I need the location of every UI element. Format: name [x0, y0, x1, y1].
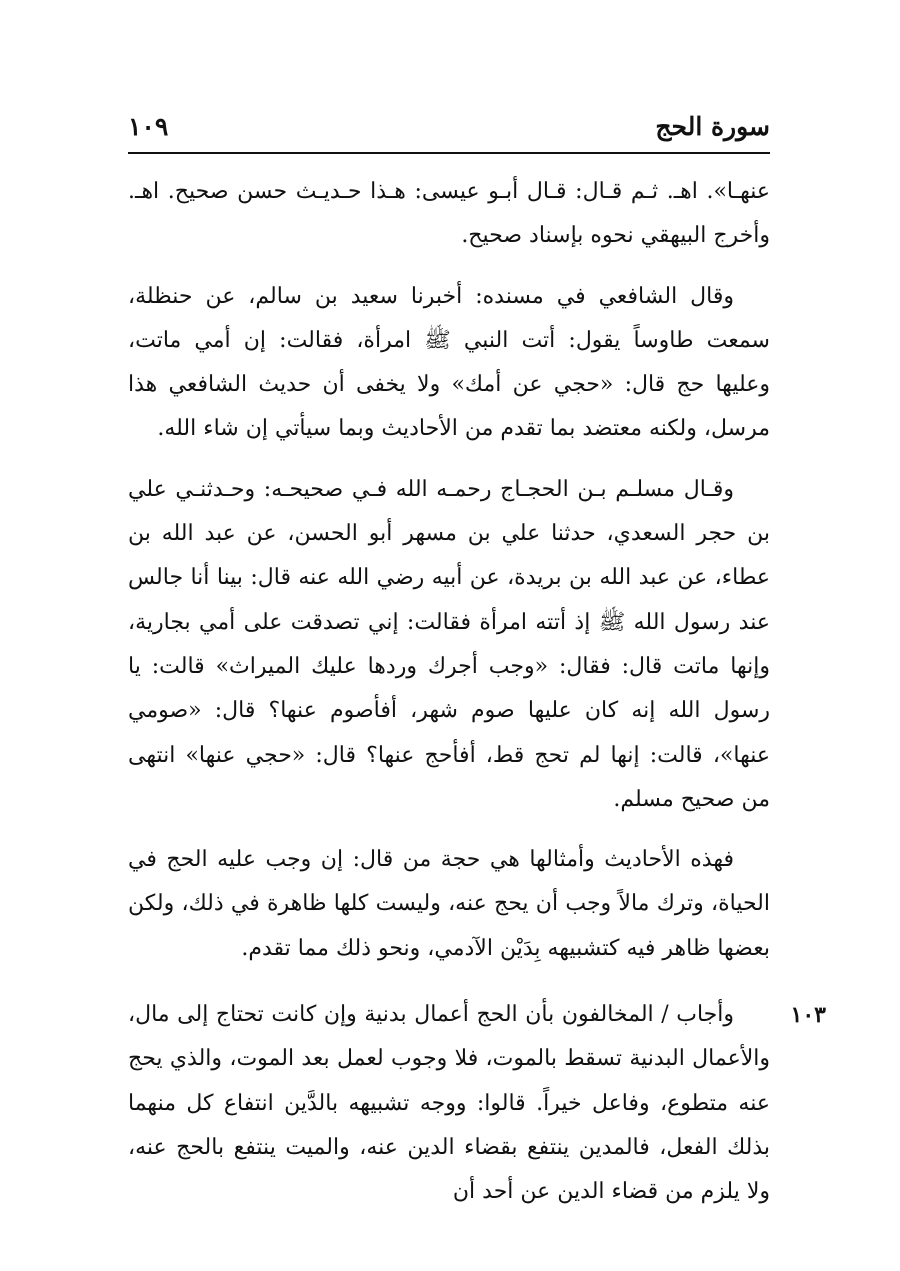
paragraph-2: وقال الشافعي في مسنده: أخبرنا سعيد بن سالم، عن حنظلة، سمعت طاوساً يقول: أتت النبي ﷺ امرأة، فقالت: إن أمي ماتت، وعليها حج قال: «حجي عن أمك» ولا يخفى أن حديث الشافعي هذا مرسل، ولكنه معتضد بما تقدم من الأحاديث وبما سيأتي إن شاء الله.: [128, 283, 771, 442]
header-divider: [128, 152, 770, 154]
margin-page-reference: ١٠٣: [790, 1002, 826, 1029]
paragraph-5-wrapper: [128, 993, 826, 1214]
page-header: [128, 108, 770, 150]
paragraph-4: فهذه الأحاديث وأمثالها هي حجة من قال: إن وجب عليه الحج في الحياة، وترك مالاً وجب أن يحج عنه، وليست كلها ظاهرة في ذلك، ولكن بعضها ظاهر فيه كتشبيهه بِدَيْن الآدمي، ونحو ذلك مما تقدم.: [128, 847, 770, 961]
paragraph-5: وأجاب / المخالفون بأن الحج أعمال بدنية وإن كانت تحتاج إلى مال، والأعمال البدنية تسقط بالموت، فلا وجوب لعمل بعد الموت، والذي يحج عنه متطوع، وفاعل خيراً. قالوا: ووجه تشبيهه بالدَّين انتفاع كل منهما بذلك الفعل، فالمدين ينتفع بقضاء الدين عنه، والميت ينتفع بالحج عنه، ولا يلزم من قضاء الدين عن أحد أن: [128, 1002, 770, 1205]
paragraph-1: عنهـا». اهـ. ثـم قـال: قـال أبـو عيسى: هـذا حـديـث حسن صحيح. اهـ. وأخرج البيهقي نحوه بإسناد صحيح.: [128, 179, 770, 249]
surah-title: سورة الحج: [655, 112, 770, 141]
page-body: [128, 170, 826, 1215]
page-number: ١٠٩: [128, 112, 169, 141]
paragraph-3: وقـال مسلـم بـن الحجـاج رحمـه الله فـي صحيحـه: وحـدثنـي علي بن حجر السعدي، حدثنا علي بن مسهر أبو الحسن، عن عبد الله بن عطاء، عن عبد الله بن بريدة، عن أبيه رضي الله عنه قال: بينا أنا جالس عند رسول الله ﷺ إذ أتته امرأة فقالت: إني تصدقت على أمي بجارية، وإنها ماتت قال: فقال: «وجب أجرك وردها عليك الميراث» قالت: يا رسول الله إنه كان عليها صوم شهر، أفأصوم عنها؟ قال: «صومي عنها»، قالت: إنها لم تحج قط، أفأحج عنها؟ قال: «حجي عنها» انتهى من صحيح مسلم.: [128, 476, 770, 812]
